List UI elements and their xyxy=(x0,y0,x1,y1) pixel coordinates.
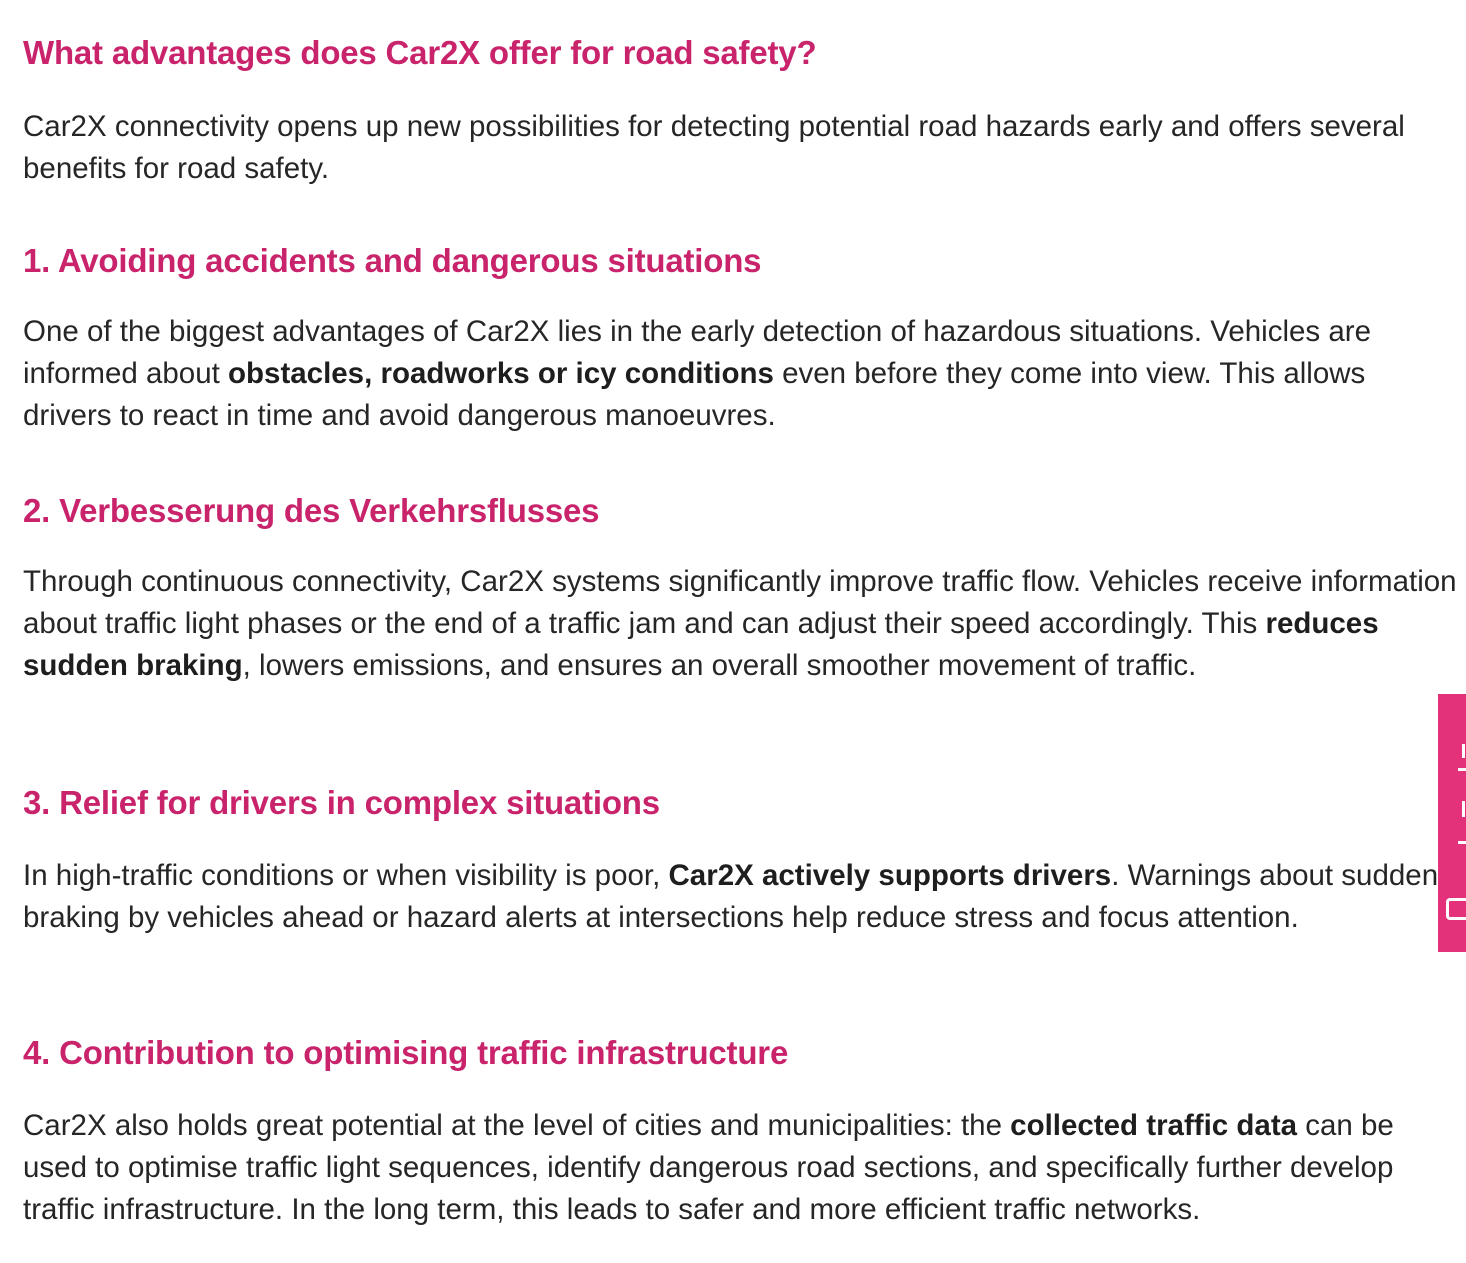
section-heading-3: 3. Relief for drivers in complex situations xyxy=(23,784,660,821)
section-paragraph-1: One of the biggest advantages of Car2X lies in the early detection of hazardous situations. Vehicles are informed about obstacles, roadworks or icy conditions even before they come into view. This allows drivers to react in time and avoid dangerous manoeuvres. xyxy=(23,315,1371,432)
bold-text: reduces sudden braking xyxy=(23,607,1379,682)
section-heading-2: 2. Verbesserung des Verkehrsflusses xyxy=(23,492,600,529)
section-paragraph-3: In high-traffic conditions or when visibility is poor, Car2X actively supports drivers. Warnings about sudden braking by vehicles ahead or hazard alerts at intersections help reduce stress and focus attention. xyxy=(23,859,1439,934)
bold-text: collected traffic data xyxy=(1010,1109,1298,1142)
section-heading-1: 1. Avoiding accidents and dangerous situations xyxy=(23,242,762,279)
section-paragraph-2: Through continuous connectivity, Car2X systems significantly improve traffic flow. Vehicles receive information about traffic light phases or the end of a traffic jam and can adjust their speed accordingly. This reduces sudden braking, lowers emissions, and ensures an overall smoother movement of traffic. xyxy=(23,565,1457,682)
section-paragraph-4: Car2X also holds great potential at the level of cities and municipalities: the collected traffic data can be used to optimise traffic light sequences, identify dangerous road sections, and specifically further develop traffic infrastructure. In the long term, this leads to safer and more efficient traffic networks. xyxy=(23,1109,1394,1226)
article-title: What advantages does Car2X offer for road safety? xyxy=(23,34,817,71)
bold-text: obstacles, roadworks or icy conditions xyxy=(228,357,774,390)
feedback-label-glyph xyxy=(1444,744,1466,844)
bold-text: Car2X actively supports drivers xyxy=(668,859,1112,892)
chat-bubble-icon xyxy=(1446,898,1466,920)
section-heading-4: 4. Contribution to optimising traffic infrastructure xyxy=(23,1034,789,1071)
feedback-side-tab[interactable] xyxy=(1438,694,1466,952)
intro-paragraph: Car2X connectivity opens up new possibilities for detecting potential road hazards early and offers several benefits for road safety. xyxy=(23,110,1405,185)
